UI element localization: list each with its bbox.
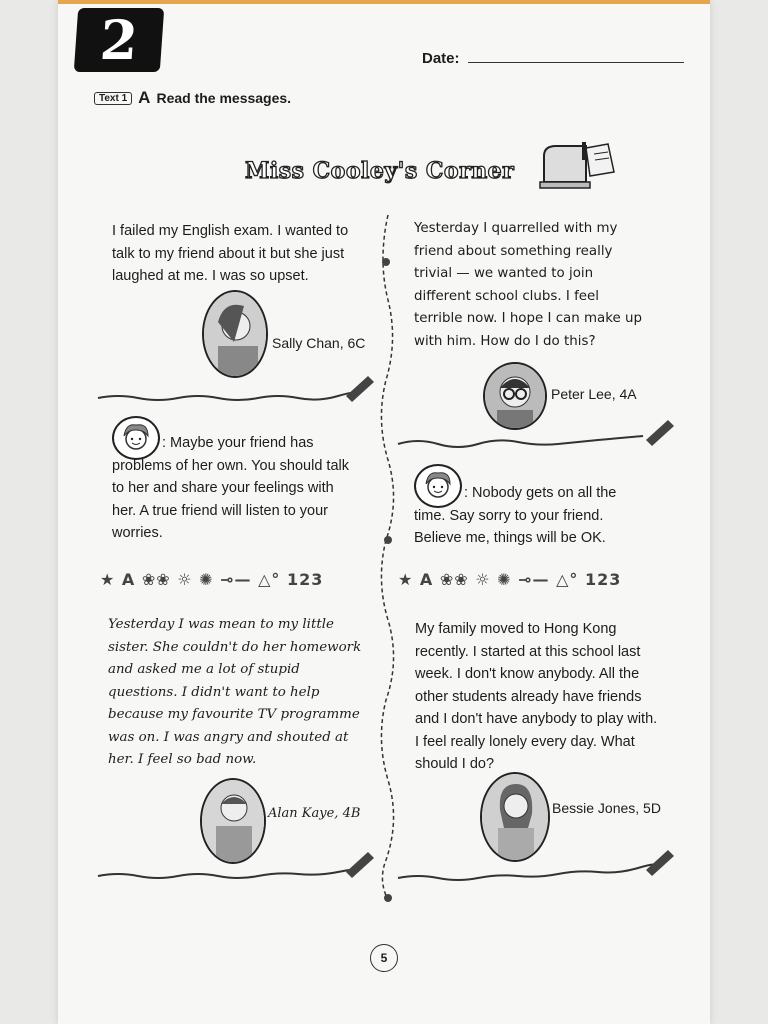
text-tag: Text 1	[94, 92, 132, 105]
decorative-band-left: ★ A ❀❀ ☼ ✺ ⊸— △° 123	[100, 570, 324, 589]
alan-signature: Alan Kaye, 4B	[268, 806, 361, 821]
decorative-band-right: ★ A ❀❀ ☼ ✺ ⊸— △° 123	[398, 570, 622, 589]
message-sally: I failed my English exam. I wanted to talk to my friend about it but she just laughed at me. I was so upset.	[112, 223, 349, 284]
reply-to-peter: : Nobody gets on all the time. Say sorry to your friend. Believe me, things will be OK.	[414, 485, 617, 546]
page-number: 5	[370, 944, 398, 972]
pencil-icon	[646, 850, 674, 876]
reply-to-sally: : Maybe your friend has problems of her own. You should talk to her and share your feelings with her. A true friend will listen to your worries.	[112, 435, 349, 541]
section-letter: A	[138, 88, 151, 107]
bug-icon	[382, 258, 390, 266]
page-title: Miss Cooley's Corner	[245, 158, 515, 184]
wavy-divider	[98, 869, 358, 878]
message-alan: Yesterday I was mean to my little sister. She couldn't do her homework and asked me a lot of stupid questions. I didn't want to help because my favourite TV programme was on. I was angry and shouted at her. I feel so bad now.	[108, 617, 362, 767]
message-peter: Yesterday I quarrelled with my friend about something really trivial — we wanted to join different school clubs. I feel terrible now. I hope I can make up with him. How do I do this?	[414, 221, 643, 349]
wavy-divider	[398, 864, 658, 880]
wavy-divider	[398, 436, 643, 447]
wavy-divider	[98, 393, 358, 400]
message-bessie: My family moved to Hong Kong recently. I started at this school last week. I don't know anybody. All the other students already have friends and I don't have anybody to play with. I feel really lonely every day. What should I do?	[415, 621, 658, 772]
bug-icon	[384, 536, 392, 544]
vine	[381, 215, 393, 900]
bessie-signature: Bessie Jones, 5D	[552, 800, 661, 816]
workbook-page	[58, 0, 710, 1024]
date-label: Date:	[422, 50, 460, 67]
peter-signature: Peter Lee, 4A	[551, 386, 637, 402]
pencil-icon	[646, 420, 674, 446]
sally-signature: Sally Chan, 6C	[272, 335, 366, 351]
instruction-text: Read the messages.	[156, 90, 292, 106]
unit-number-tab: 2	[74, 8, 164, 72]
pencil-icon	[346, 852, 374, 878]
pencil-icon	[346, 376, 374, 402]
decorative-dividers	[58, 0, 710, 1024]
bug-icon	[384, 894, 392, 902]
